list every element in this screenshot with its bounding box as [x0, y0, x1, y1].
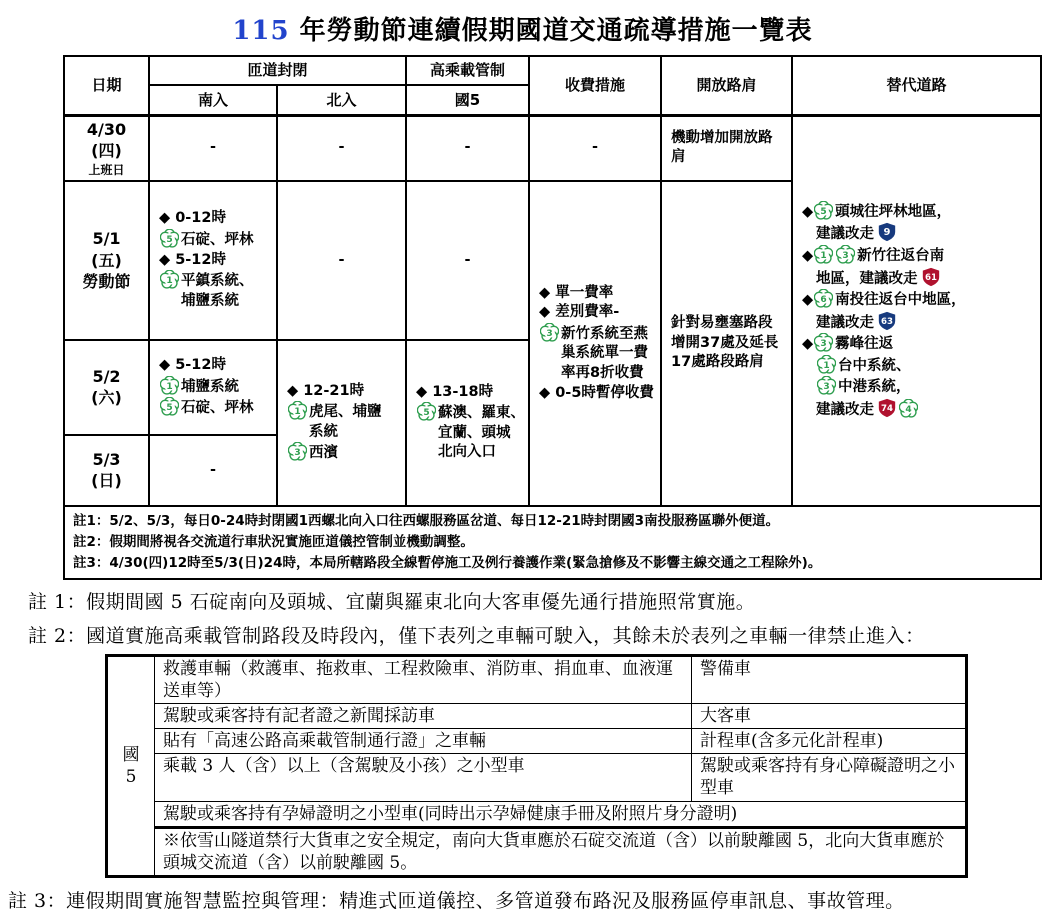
svg-text:3: 3 — [546, 328, 553, 339]
national-highway-5-icon — [417, 402, 436, 421]
date-value: 4/30 — [86, 119, 127, 139]
cell-line: 建議改走 9 — [802, 222, 1034, 245]
traffic-measures-table — [63, 55, 1042, 580]
national-highway-3-icon — [540, 323, 559, 342]
cell-line: 北向入口 — [438, 444, 497, 461]
cell-toll-430: - — [529, 115, 661, 181]
cell-alt-roads — [792, 115, 1041, 506]
cell-line: 埔鹽系統 — [181, 292, 239, 309]
date-value: 5/3 — [92, 449, 121, 469]
col-header-alt-roads: 替代道路 — [792, 56, 1041, 115]
hwy5-label: 國 5 — [107, 655, 155, 877]
national-highway-3-icon — [836, 245, 855, 264]
svg-text:61: 61 — [924, 272, 937, 283]
national-highway-5-icon — [814, 201, 833, 220]
svg-text:1: 1 — [166, 275, 173, 286]
weekday-value: (五) — [91, 250, 122, 270]
cell-south-52 — [149, 340, 277, 435]
national-highway-3-icon — [817, 376, 836, 395]
cell-line: 5 石碇、坪林 — [159, 229, 270, 251]
note-2: 註 2：國道實施高乘載管制路段及時段內，僅下表列之車輛可駛入，其餘未於表列之車輛一律禁止進入： — [28, 624, 925, 647]
col-header-north-entry: 北入 — [277, 85, 406, 115]
cell-line: ◆ 5 頭城往坪林地區， — [802, 201, 1034, 223]
weekday-value: (六) — [91, 388, 122, 408]
cell-line: 1 虎尾、埔鹽 — [287, 401, 399, 423]
national-highway-5-icon — [160, 229, 179, 248]
svg-text:3: 3 — [842, 250, 849, 261]
cell-south-51 — [149, 181, 277, 340]
vehicle-row-rescue-right: 警備車 — [692, 655, 967, 703]
svg-text:9: 9 — [883, 227, 891, 239]
date-value: 5/2 — [92, 366, 121, 386]
cell-line: 地區，建議改走 61 — [802, 267, 1034, 290]
cell-line: ◆ 差別費率- — [539, 304, 620, 321]
cell-line: 1 台中系統、 — [802, 355, 1034, 377]
cell-line: ◆ 1 3 新竹往返台南 — [802, 245, 1034, 267]
svg-text:63: 63 — [881, 316, 894, 327]
cell-line: 巢系統單一費 — [561, 345, 649, 362]
svg-text:74: 74 — [881, 404, 894, 415]
svg-text:1: 1 — [166, 381, 173, 392]
cell-line: ◆ 0-5時暫停收費 — [539, 384, 654, 401]
national-highway-4-icon — [899, 399, 918, 418]
svg-text:1: 1 — [820, 250, 827, 261]
national-highway-6-icon — [814, 289, 833, 308]
col-header-south-entry: 南入 — [149, 85, 277, 115]
date-note: 勞動節 — [82, 272, 131, 292]
table-footnote-2: 註2：假期間將視各交流道行車狀況實施匝道儀控管制並機動調整。 — [73, 533, 474, 550]
cell-line: 建議改走 74 4 — [802, 398, 1034, 421]
col-header-shoulder: 開放路肩 — [661, 56, 792, 115]
note-3: 註 3：連假期間實施智慧監控與管理：精進式匝道儀控、多管道發布路況及服務區停車訊息、事故管理。 — [8, 890, 905, 913]
vehicle-row-permit-right: 計程車(含多元化計程車) — [692, 728, 967, 753]
cell-line: 率再8折收費 — [561, 364, 644, 381]
national-highway-1-icon — [817, 355, 836, 374]
cell-hov-52-53 — [406, 340, 529, 506]
document-page — [0, 10, 1045, 913]
cell-line: ◆ 3 霧峰往返 — [802, 333, 1034, 355]
col-header-hwy5: 國5 — [406, 85, 529, 115]
cell-toll-51-53 — [529, 181, 661, 506]
svg-text:5: 5 — [820, 206, 827, 217]
cell-north-51: - — [277, 181, 406, 340]
cell-line: 1 平鎮系統、 — [159, 270, 270, 292]
national-highway-5-icon — [160, 397, 179, 416]
cell-line: 建議改走 63 — [802, 311, 1034, 334]
weekday-value: (日) — [91, 471, 122, 491]
cell-line: ◆ 5-12時 — [159, 251, 226, 268]
svg-text:1: 1 — [294, 407, 301, 418]
national-highway-3-icon — [288, 442, 307, 461]
cell-line: 3 新竹系統至燕 — [539, 323, 654, 345]
national-highway-3-icon — [814, 333, 833, 352]
svg-text:5: 5 — [166, 402, 173, 413]
national-highway-1-icon — [814, 245, 833, 264]
page-title — [0, 10, 1045, 47]
vehicle-row-press: 駕駛或乘客持有記者證之新聞採訪車 — [155, 703, 692, 728]
provincial-highway-63-icon — [877, 311, 897, 331]
cell-shoulder-51-53: 針對易壅塞路段增開37處及延長17處路段路肩 — [661, 181, 792, 506]
date-cell-53 — [64, 435, 149, 506]
cell-north-52-53 — [277, 340, 406, 506]
cell-line: 3 中港系統， — [802, 376, 1034, 398]
vehicle-row-press-right: 大客車 — [692, 703, 967, 728]
expressway-highway-61-icon — [921, 267, 941, 287]
cell-line: ◆ 13-18時 — [416, 383, 494, 400]
expressway-highway-74-icon — [877, 398, 897, 418]
svg-text:3: 3 — [823, 382, 830, 393]
cell-south-430: - — [149, 115, 277, 181]
title-text: 年勞動節連續假期國道交通疏導措施一覽表 — [289, 16, 813, 46]
cell-north-430: - — [277, 115, 406, 181]
hov-allowed-vehicles-table — [105, 654, 968, 879]
cell-line: ◆ 單一費率 — [539, 284, 614, 301]
cell-line: 5 石碇、坪林 — [159, 397, 270, 419]
vehicle-row-rescue: 救護車輛（救護車、拖救車、工程救險車、消防車、捐血車、血液運送車等） — [155, 655, 692, 703]
cell-line: ◆ 12-21時 — [287, 382, 365, 399]
date-note: 上班日 — [88, 162, 125, 177]
svg-text:5: 5 — [166, 234, 173, 245]
cell-hov-430: - — [406, 115, 529, 181]
table-footnote-3: 註3：4/30(四)12時至5/3(日)24時，本局所轄路段全線暫停施工及例行養護作業(緊急搶修及不影響主線交通之工程除外)。 — [73, 554, 822, 571]
table-footnotes — [64, 506, 1041, 579]
col-header-toll: 收費措施 — [529, 56, 661, 115]
cell-line: ◆ 6 南投往返台中地區， — [802, 289, 1034, 311]
svg-text:1: 1 — [823, 360, 830, 371]
table-footnote-1: 註1：5/2、5/3，每日0-24時封閉國1西螺北向入口往西螺服務區岔道、每日12-21時封閉國3南投服務區聯外便道。 — [73, 512, 780, 529]
svg-text:4: 4 — [905, 404, 912, 415]
weekday-value: (四) — [91, 141, 122, 161]
vehicle-row-pregnant: 駕駛或乘客持有孕婦證明之小型車(同時出示孕婦健康手冊及附照片身分證明) — [155, 802, 967, 828]
date-value: 5/1 — [92, 228, 121, 248]
cell-south-53: - — [149, 435, 277, 506]
col-header-hov: 高乘載管制 — [406, 56, 529, 85]
cell-line: 宜蘭、頭城 — [438, 424, 511, 441]
cell-line: ◆ 0-12時 — [159, 210, 226, 227]
cell-hov-51: - — [406, 181, 529, 340]
cell-line: ◆ 5-12時 — [159, 357, 226, 374]
svg-text:3: 3 — [820, 339, 827, 350]
date-cell-52 — [64, 340, 149, 435]
vehicle-row-3persons-right: 駕駛或乘客持有身心障礙證明之小型車 — [692, 754, 967, 802]
note-1: 註 1：假期間國 5 石碇南向及頭城、宜蘭與羅東北向大客車優先通行措施照常實施。 — [28, 590, 756, 613]
cell-line: 1 埔鹽系統 — [159, 376, 270, 398]
svg-text:5: 5 — [423, 408, 430, 419]
cell-line: 5 蘇澳、羅東、 — [416, 402, 522, 424]
national-highway-1-icon — [160, 270, 179, 289]
cell-shoulder-430: 機動增加開放路肩 — [661, 115, 792, 181]
date-cell-430 — [64, 115, 149, 181]
svg-text:6: 6 — [820, 294, 827, 305]
national-highway-1-icon — [288, 401, 307, 420]
provincial-highway-9-icon — [877, 222, 897, 242]
national-highway-1-icon — [160, 376, 179, 395]
col-header-date: 日期 — [64, 56, 149, 115]
cell-line: 系統 — [309, 423, 338, 440]
col-header-ramp-closure: 匝道封閉 — [149, 56, 406, 85]
vehicle-row-truck-rule: ※依雪山隧道禁行大貨車之安全規定，南向大貨車應於石碇交流道（含）以前駛離國 5，北向大貨車應於頭城交流道（含）以前駛離國 5。 — [155, 828, 967, 877]
svg-text:3: 3 — [294, 448, 301, 459]
date-cell-51 — [64, 181, 149, 340]
cell-line: 3 西濱 — [287, 442, 399, 464]
vehicle-row-3persons: 乘載 3 人（含）以上（含駕駛及小孩）之小型車 — [155, 754, 692, 802]
vehicle-row-permit: 貼有「高速公路高乘載管制通行證」之車輛 — [155, 728, 692, 753]
title-year: 115 — [232, 16, 290, 46]
